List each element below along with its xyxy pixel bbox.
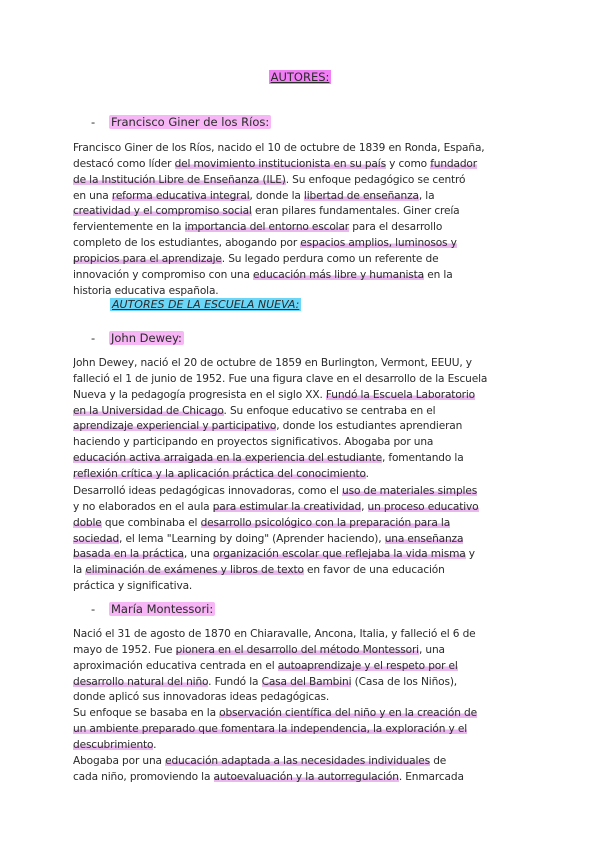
text-line: Abogaba por una educación adaptada a las necesidades individuales de: [73, 754, 447, 767]
text-line: desarrollo natural del niño. Fundó la Casa del Bambini (Casa de los Niños),: [73, 675, 458, 688]
text-line: innovación y compromiso con una educación más libre y humanista en la: [73, 268, 453, 281]
highlighted-phrase: propicios para el aprendizaje: [73, 252, 222, 265]
text-line: descubrimiento.: [73, 738, 157, 751]
page-title: [0, 70, 600, 84]
highlighted-phrase: para estimular la creatividad: [212, 500, 362, 513]
highlighted-phrase: doble: [73, 516, 102, 529]
text-line: [73, 722, 530, 738]
highlighted-phrase: importancia del entorno escolar: [184, 221, 350, 234]
text-line: donde aplicó sus innovadoras ideas pedagógicas.: [73, 691, 330, 704]
heading-montessori: - María Montessori:: [91, 602, 214, 616]
highlighted-phrase: eliminación de exámenes y libros de texto: [85, 564, 304, 577]
highlighted-phrase: un ambiente preparado que fomentara la independencia, la exploración y el: [73, 723, 467, 736]
highlighted-phrase: autoaprendizaje y el respeto por el: [277, 659, 458, 672]
highlighted-phrase: descubrimiento: [73, 738, 154, 751]
highlighted-phrase: uso de materiales simples: [342, 485, 478, 497]
highlighted-phrase: aprendizaje experiencial y participativo: [73, 420, 277, 433]
text-line: la eliminación de exámenes y libros de texto en favor de una educación: [73, 564, 445, 577]
highlighted-phrase: autoevaluación y la autorregulación: [213, 770, 399, 783]
text-line: de la Institución Libre de Enseñanza (ILE). Su enfoque pedagógico se centró: [73, 173, 466, 186]
heading-giner: - Francisco Giner de los Ríos:: [91, 115, 270, 129]
highlighted-phrase: desarrollo natural del niño: [73, 675, 209, 688]
highlighted-phrase: creatividad y el compromiso social: [73, 205, 252, 218]
paragraph-montessori: [73, 627, 530, 785]
text-line: haciendo y participando en proyectos significativos. Abogaba por una: [73, 436, 434, 449]
text-line: destacó como líder del movimiento institucionista en su país y como fundador: [73, 157, 477, 170]
text-line: sociedad, el lema "Learning by doing" (Aprender haciendo), una enseñanza: [73, 532, 464, 545]
text-line: Nueva y la pedagogía progresista en el siglo XX. Fundó la Escuela Laboratorio: [73, 388, 475, 401]
text-line: en la Universidad de Chicago. Su enfoque educativo se centraba en el: [73, 404, 436, 417]
text-line: mayo de 1952. Fue pionera en el desarrollo del método Montessori, una: [73, 643, 445, 656]
highlighted-phrase: educación más libre y humanista: [253, 268, 425, 281]
text-line: Su enfoque se basaba en la observación científica del niño y en la creación de: [73, 707, 477, 720]
section-subtitle: [110, 298, 301, 311]
text-line: reflexión crítica y la aplicación práctica del conocimiento.: [73, 467, 369, 480]
text-line: cada niño, promoviendo la autoevaluación y la autorregulación. Enmarcada: [73, 770, 464, 783]
text-line: falleció el 1 de junio de 1952. Fue una figura clave en el desarrollo de la Escuela: [73, 372, 488, 385]
highlighted-phrase: educación adaptada a las necesidades individuales: [165, 754, 431, 767]
highlighted-phrase: del movimiento institucionista en su país: [174, 157, 386, 170]
highlighted-phrase: Fundó la Escuela Laboratorio: [325, 388, 475, 401]
paragraph-dewey-2: [73, 484, 530, 595]
text-line: basada en la práctica, una organización escolar que reflejaba la vida misma y: [73, 548, 475, 561]
highlighted-phrase: sociedad: [73, 532, 120, 545]
text-line: Desarrolló ideas pedagógicas innovadoras, como el uso de materiales simples: [73, 485, 478, 497]
text-line: historia educativa española.: [73, 284, 219, 297]
text-line: doble que combinaba el desarrollo psicológico con la preparación para la: [73, 516, 451, 529]
text-line: educación activa arraigada en la experiencia del estudiante, fomentando la: [73, 452, 464, 465]
text-line: John Dewey, nació el 20 de octubre de 1859 en Burlington, Vermont, EEUU, y: [73, 357, 472, 369]
paragraph-dewey-1: [73, 356, 530, 483]
heading-giner-text: Francisco Giner de los Ríos:: [111, 115, 270, 129]
text-line: completo de los estudiantes, abogando por espacios amplios, luminosos y: [73, 237, 457, 250]
highlighted-phrase: reforma educativa integral: [111, 189, 250, 202]
paragraph-giner: [73, 141, 530, 299]
page-title-text: AUTORES:: [270, 70, 330, 84]
heading-dewey-text: John Dewey:: [111, 331, 182, 345]
highlighted-phrase: reflexión crítica y la aplicación práctica del conocimiento: [73, 467, 366, 480]
highlighted-phrase: Casa del Bambini: [261, 675, 352, 688]
text-line: Nació el 31 de agosto de 1870 en Chiaravalle, Ancona, Italia, y falleció el 6 de: [73, 628, 476, 640]
highlighted-phrase: basada en la práctica: [73, 548, 184, 561]
heading-dewey: - John Dewey:: [91, 331, 182, 345]
text-line: aprendizaje experiencial y participativo, donde los estudiantes aprendieran: [73, 420, 463, 433]
heading-montessori-text: María Montessori:: [111, 602, 214, 616]
text-line: Francisco Giner de los Ríos, nacido el 10 de octubre de 1839 en Ronda, España,: [73, 142, 485, 154]
highlighted-phrase: libertad de enseñanza: [303, 189, 419, 202]
highlighted-phrase: observación científica del niño y en la creación de: [219, 707, 477, 720]
text-line: creatividad y el compromiso social eran pilares fundamentales. Giner creía: [73, 205, 460, 218]
text-line: práctica y significativa.: [73, 580, 193, 593]
text-line: fervientemente en la importancia del entorno escolar para el desarrollo: [73, 221, 443, 234]
highlighted-phrase: organización escolar que reflejaba la vida misma: [213, 548, 466, 561]
highlighted-phrase: de la Institución Libre de Enseñanza (ILE): [73, 173, 286, 186]
text-line: en una reforma educativa integral, donde la libertad de enseñanza, la: [73, 189, 435, 202]
text-line: y no elaborados en el aula para estimular la creatividad, un proceso educativo: [73, 500, 479, 513]
highlighted-phrase: en la Universidad de Chicago: [73, 404, 224, 417]
highlighted-phrase: desarrollo psicológico con la preparación para la: [200, 516, 451, 529]
highlighted-phrase: espacios amplios, luminosos y: [300, 237, 457, 250]
section-subtitle-text: AUTORES DE LA ESCUELA NUEVA:: [112, 298, 300, 311]
highlighted-phrase: un proceso educativo: [367, 500, 479, 513]
text-line: aproximación educativa centrada en el autoaprendizaje y el respeto por el: [73, 659, 458, 672]
highlighted-phrase: una enseñanza: [384, 532, 464, 545]
highlighted-phrase: pionera en el desarrollo del método Montessori: [175, 643, 419, 656]
text-line: propicios para el aprendizaje. Su legado perdura como un referente de: [73, 252, 439, 265]
highlighted-phrase: educación activa arraigada en la experiencia del estudiante: [73, 452, 382, 465]
highlighted-phrase: fundador: [430, 157, 477, 170]
